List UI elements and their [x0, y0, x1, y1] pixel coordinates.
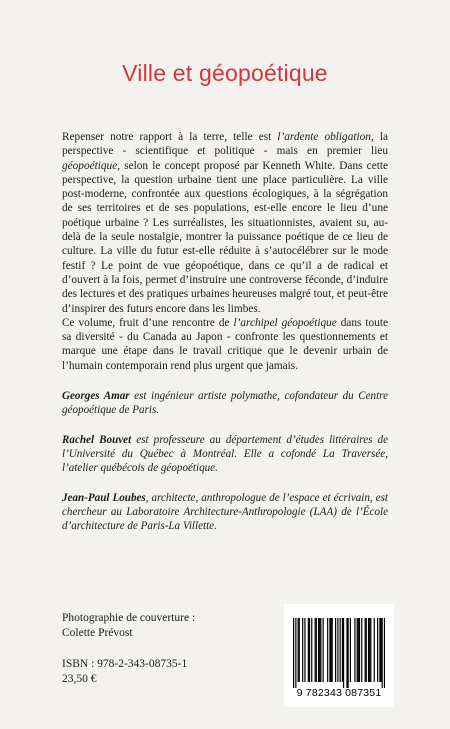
barcode-bars — [293, 618, 385, 688]
isbn-block — [62, 657, 187, 686]
photo-credit-block — [62, 611, 195, 640]
blurb-paragraph-1: Repenser notre rapport à la terre, telle est l’ardente obligation, la perspective - scientifique et politique - mais en premier lieu géopoétique, selon le concept proposé par Kenneth White. Dans cette perspective, la question urbaine tient une place particulière. La ville post-moderne, confrontée aux questions écologiques, à la ségrégation de ses territoires et de ses populations, est-elle encore le lieu d’une poétique urbaine ? Les surréalistes, les situationnistes, avaient su, au-delà de la seule nostalgie, montrer la puissance poétique de ce lieu de culture. La ville du futur est-elle réduite à s’autocélébrer sur le mode festif ? Le point de vue géopoétique, dans ce qu’il a de radical et d’ouvert à la fois, permet d’instruire une controverse féconde, d’induire des lectures et des pratiques urbaines heureuses malgré tout, et peut-être d’inspirer des futurs encore dans les limbes. — [62, 131, 389, 315]
photo-credit-name: Colette Prévost — [62, 626, 133, 639]
author-name: Jean-Paul Loubes — [62, 492, 146, 504]
blurb — [62, 130, 388, 373]
author-description: est ingénieur artiste polymathe, cofondateur du Centre géopoétique de Paris. — [62, 390, 389, 417]
price: 23,50 € — [62, 672, 97, 685]
author-bio-bouvet — [62, 433, 388, 476]
blurb-paragraph-2: Ce volume, fruit d’une rencontre de l’archipel géopoétique dans toute sa diversité - du Canada au Japon - confronte les questionnements et marque une étape dans le travail critique que le devenir urbain de l’humain contemporain rend plus urgent que jamais. — [62, 316, 388, 372]
author-description: est professeure au département d’études littéraires de l’Université du Québec à Montréal. Elle a cofondé La Traversée, l’atelier québécois de géopoétique. — [62, 434, 388, 475]
author-name: Rachel Bouvet — [62, 434, 132, 446]
author-description: , architecte, anthropologue de l’espace et écrivain, est chercheur au Laboratoire Architecture-Anthropologie (LAA) de l’École d’architecture de Paris-La Villette. — [62, 492, 389, 533]
photo-credit-label: Photographie de couverture : — [62, 612, 196, 624]
author-name: Georges Amar — [62, 390, 130, 402]
author-bio-loubes — [62, 491, 388, 534]
barcode — [284, 604, 394, 707]
isbn: ISBN : 978-2-343-08735-1 — [62, 658, 188, 670]
barcode-digits: 9 782343 087351 — [296, 687, 382, 699]
book-title: Ville et géopoétique — [122, 60, 328, 86]
author-bio-amar — [62, 389, 388, 417]
